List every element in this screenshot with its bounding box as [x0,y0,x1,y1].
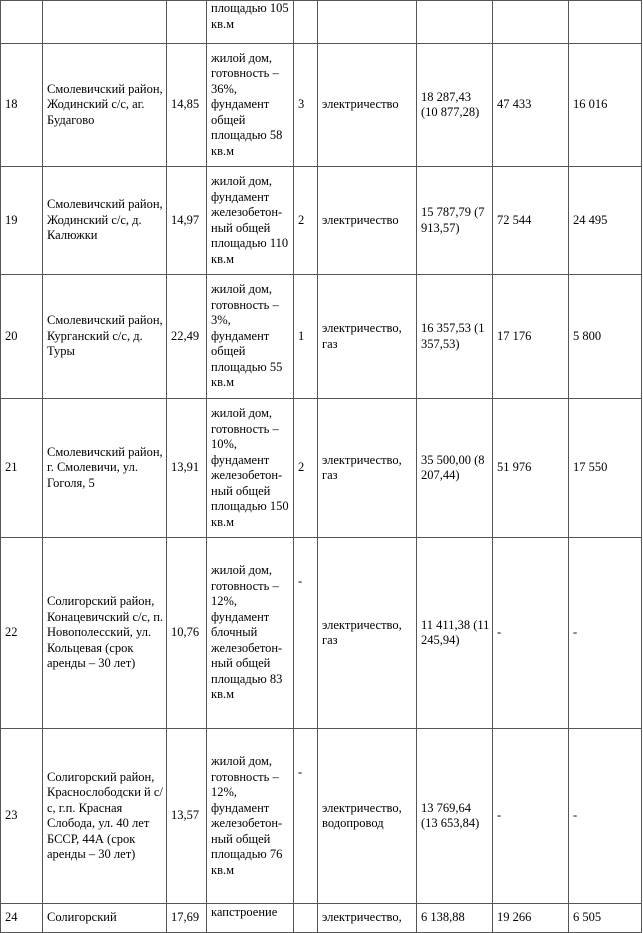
description-cell: жилой дом, готовность – 36%, фундамент общей площадью 58 кв.м [207,44,294,167]
value-cell-2: 17 550 [569,399,642,538]
location-cell: Солигорский район, Краснослободски й с/с, г.п. Красная Слобода, ул. 40 лет БССР, 44А (срок аренды – 30 лет) [43,729,167,904]
utilities-cell: электричество [318,44,417,167]
value-cell-1: 72 544 [493,167,569,275]
floors-cell: 2 [294,167,318,275]
row-number-cell: 24 [1,904,43,933]
table-row-continuation [1,1,642,44]
floors-cell: 1 [294,275,318,399]
floors-cell: 2 [294,399,318,538]
value-cell-2: 24 495 [569,167,642,275]
location-cell: Смолевичский район, Курганский с/с, д. Туры [43,275,167,399]
price-cell: 15 787,79 (7 913,57) [417,167,493,275]
value-cell-2: - [569,538,642,729]
utilities-cell: электричество [318,167,417,275]
value-cell-1: 51 976 [493,399,569,538]
area-cell: 13,91 [167,399,207,538]
price-cell: 6 138,88 [417,904,493,933]
area-cell [167,1,207,44]
price-cell: 35 500,00 (8 207,44) [417,399,493,538]
utilities-cell: электричество, газ [318,538,417,729]
description-cell: жилой дом, готовность – 3%, фундамент общей площадью 55 кв.м [207,275,294,399]
utilities-cell [318,1,417,44]
row-number-cell: 20 [1,275,43,399]
table-row [1,904,642,933]
value-cell-2: 6 505 [569,904,642,933]
location-cell: Солигорский [43,904,167,933]
value-cell-1: 17 176 [493,275,569,399]
value-cell-2: 5 800 [569,275,642,399]
value-cell-2: 16 016 [569,44,642,167]
floors-cell: - [294,538,318,729]
location-cell: Смолевичский район, Жодинский с/с, аг. Будагово [43,44,167,167]
table-row [1,167,642,275]
price-cell: 11 411,38 (11 245,94) [417,538,493,729]
description-cell: площадью 105 кв.м [207,1,294,44]
row-number-cell: 22 [1,538,43,729]
area-cell: 14,85 [167,44,207,167]
description-cell: капстроение [207,904,294,933]
price-cell: 16 357,53 (1 357,53) [417,275,493,399]
floors-cell [294,904,318,933]
area-cell: 17,69 [167,904,207,933]
area-cell: 13,57 [167,729,207,904]
table-row [1,399,642,538]
table-row [1,729,642,904]
table-row [1,538,642,729]
price-cell [417,1,493,44]
area-cell: 10,76 [167,538,207,729]
table-row [1,44,642,167]
utilities-cell: электричество, [318,904,417,933]
floors-cell [294,1,318,44]
utilities-cell: электричество, газ [318,399,417,538]
area-cell: 22,49 [167,275,207,399]
price-cell: 13 769,64 (13 653,84) [417,729,493,904]
row-number-cell [1,1,43,44]
value-cell-2: - [569,729,642,904]
floors-cell: - [294,729,318,904]
description-cell: жилой дом, готовность – 12%, фундамент блочный железобетон- ный общей площадью 83 кв.м [207,538,294,729]
table-row [1,275,642,399]
location-cell: Смолевичский район, Жодинский с/с, д. Калюжки [43,167,167,275]
value-cell-1: - [493,729,569,904]
price-cell: 18 287,43 (10 877,28) [417,44,493,167]
value-cell-2 [569,1,642,44]
area-cell: 14,97 [167,167,207,275]
utilities-cell: электричество, газ [318,275,417,399]
location-cell: Солигорский район, Конацевичский с/с, п. Новополесский, ул. Кольцевая (срок аренды – 30 лет) [43,538,167,729]
floors-cell: 3 [294,44,318,167]
location-cell: Смолевичский район, г. Смолевичи, ул. Гоголя, 5 [43,399,167,538]
row-number-cell: 19 [1,167,43,275]
row-number-cell: 23 [1,729,43,904]
description-cell: жилой дом, фундамент железобетон- ный общей площадью 110 кв.м [207,167,294,275]
value-cell-1: 19 266 [493,904,569,933]
description-cell: жилой дом, готовность – 10%, фундамент железобетон- ный общей площадью 150 кв.м [207,399,294,538]
value-cell-1 [493,1,569,44]
value-cell-1: - [493,538,569,729]
location-cell [43,1,167,44]
utilities-cell: электричество, водопровод [318,729,417,904]
description-cell: жилой дом, готовность – 12%, фундамент железобетон- ный общей площадью 76 кв.м [207,729,294,904]
row-number-cell: 18 [1,44,43,167]
row-number-cell: 21 [1,399,43,538]
value-cell-1: 47 433 [493,44,569,167]
